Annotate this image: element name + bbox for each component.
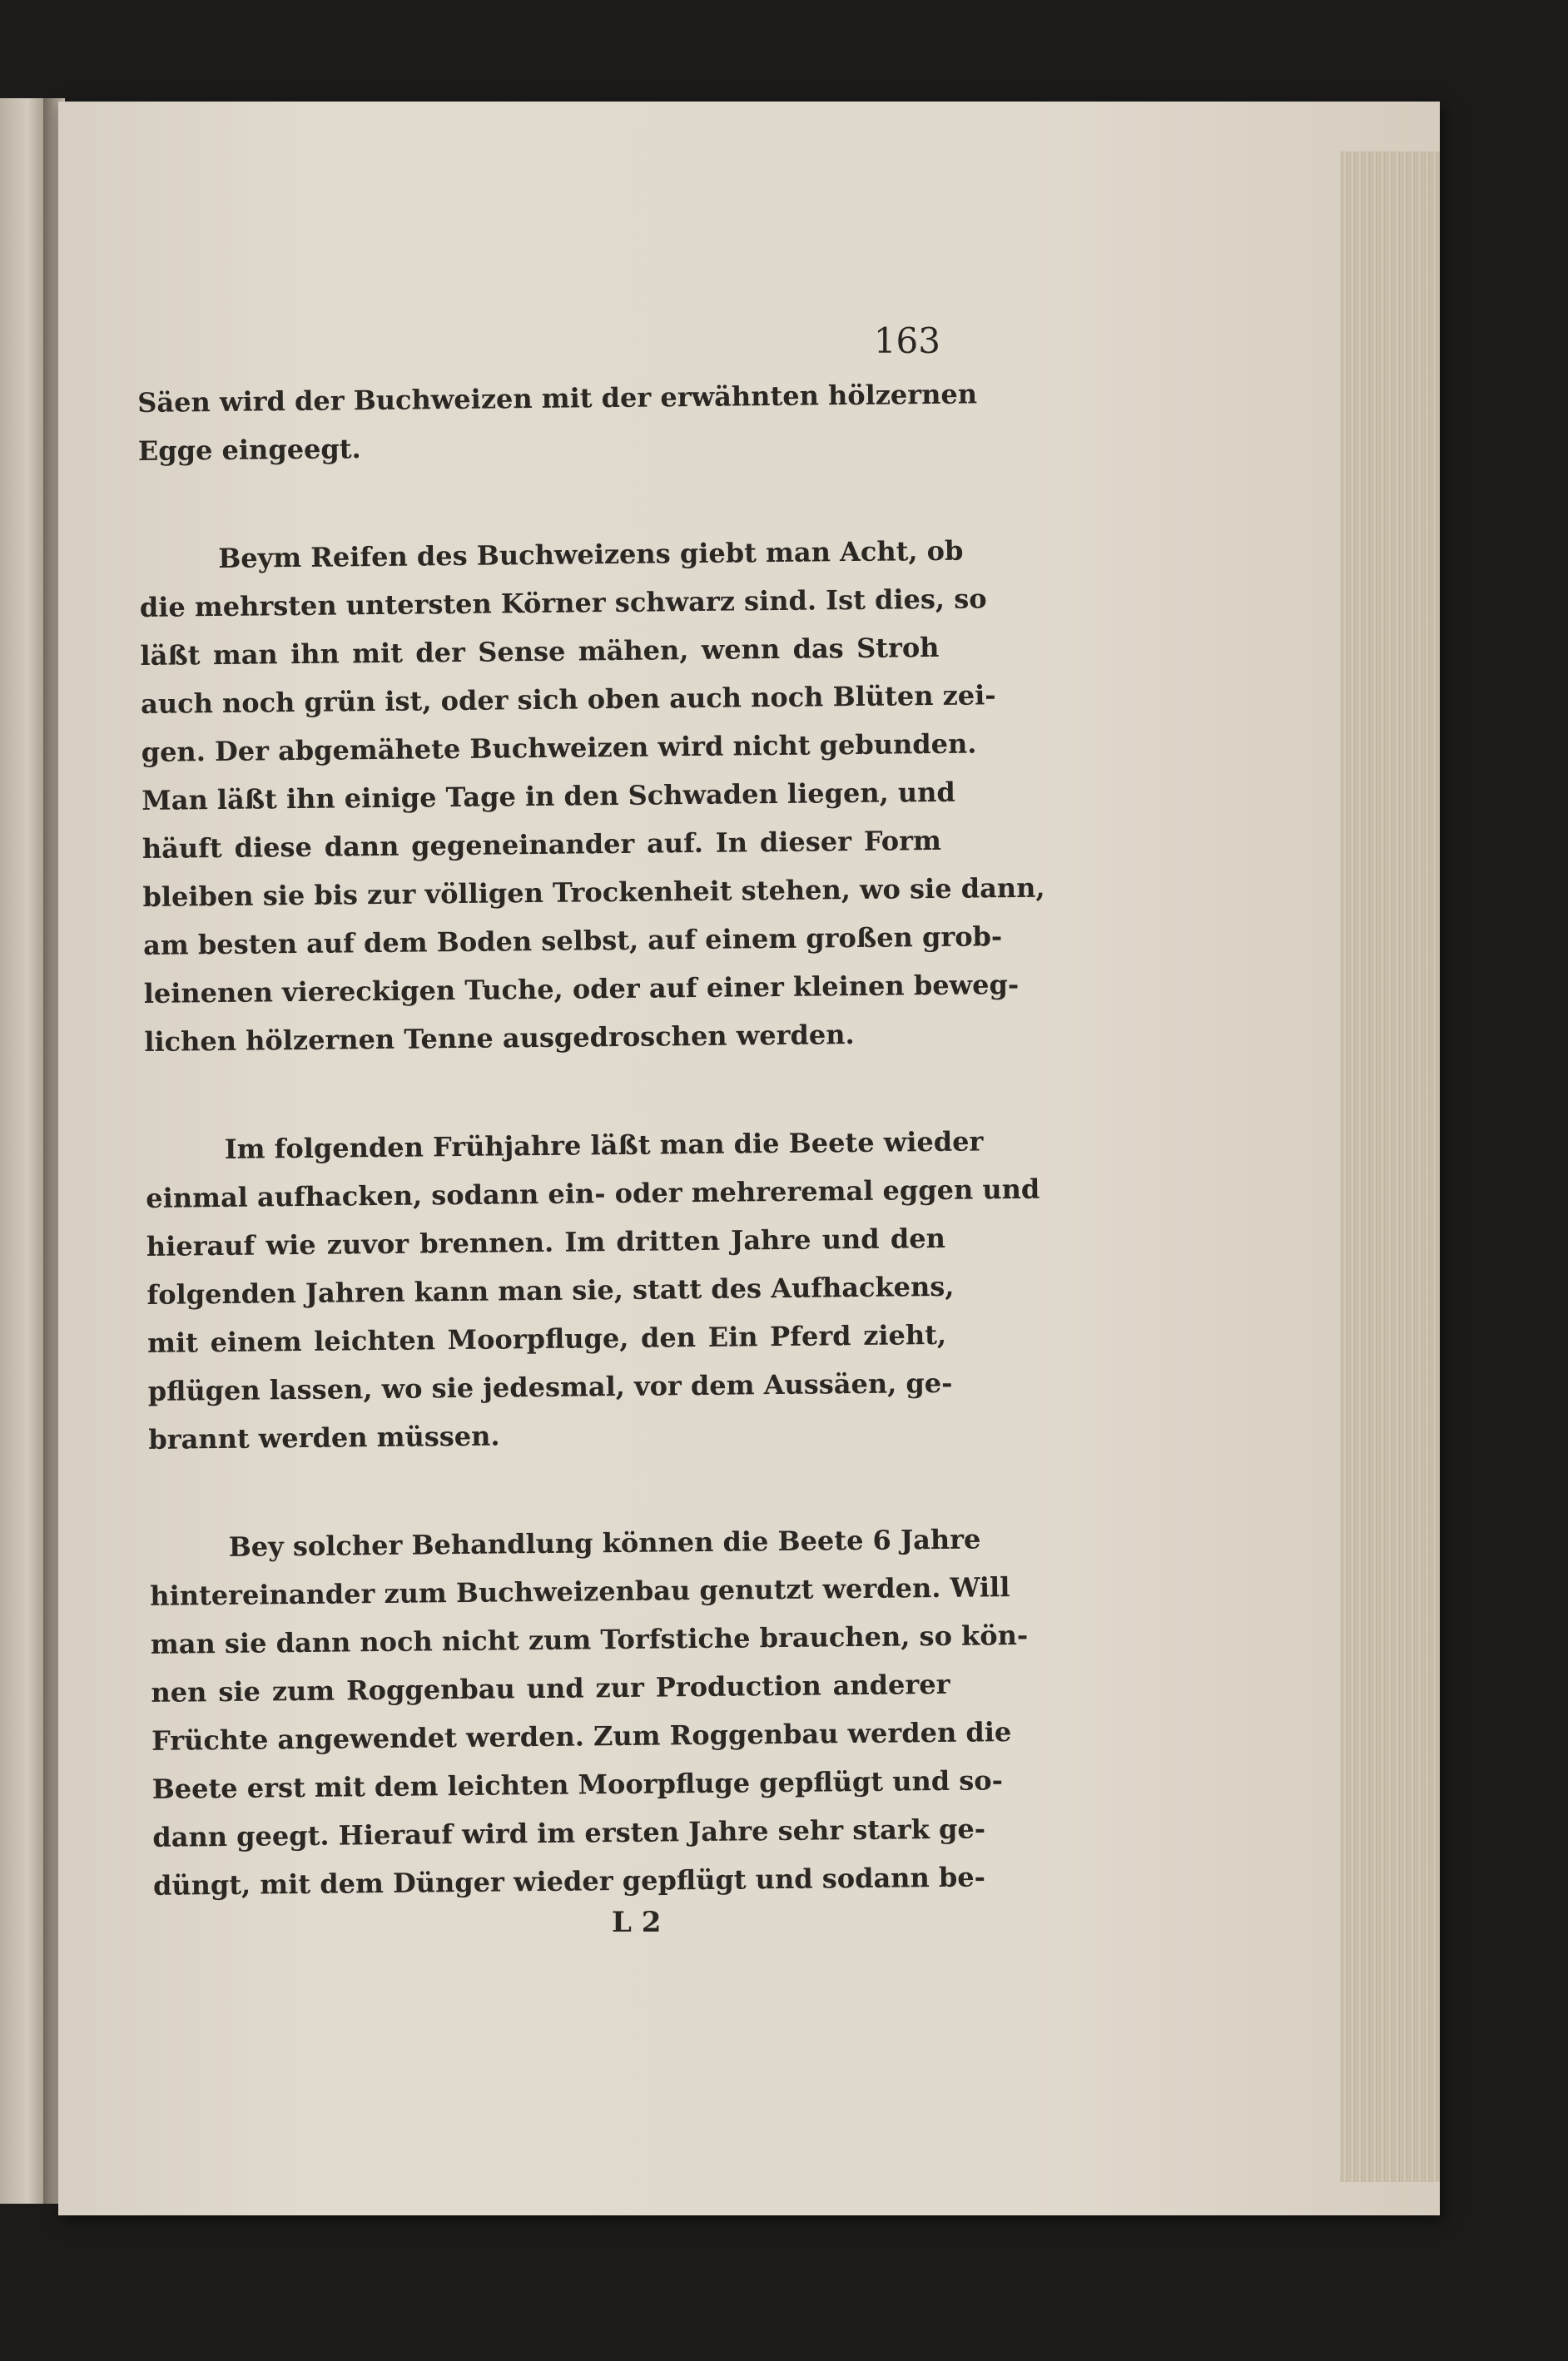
paragraph — [149, 1515, 1029, 1910]
text-line: leinenen viereckigen Tuche, oder auf einer kleinen beweg- — [143, 968, 1020, 1009]
text-line: pflügen lassen, wo sie jedesmal, vor dem Aussäen, ge- — [147, 1367, 953, 1407]
text-line: Beym Reifen des Buchweizens giebt man Acht, ob — [218, 534, 964, 574]
text-line: hintereinander zum Buchweizenbau genutzt werden. Will — [150, 1571, 1010, 1612]
paragraph — [139, 527, 1045, 1066]
text-line: Egge eingeegt. — [137, 433, 361, 467]
text-line: düngt, mit dem Dünger wieder gepflügt und sodann be- — [152, 1861, 986, 1902]
text-line: bleiben sie bis zur völligen Trockenheit stehen, wo sie dann, — [142, 871, 1045, 913]
text-line: man sie dann noch nicht zum Torfstiche brauchen, so kön- — [150, 1619, 1029, 1660]
text-line: hierauf wie zuvor brennen. Im dritten Jahre und den — [146, 1222, 946, 1262]
text-line: nen sie zum Roggenbau und zur Production anderer — [151, 1668, 950, 1709]
text-line: brannt werden müssen. — [148, 1420, 500, 1456]
paragraph — [137, 370, 978, 475]
text-line: Man läßt ihn einige Tage in den Schwaden liegen, und — [141, 776, 955, 816]
paragraph — [145, 1118, 1040, 1464]
text-line: gen. Der abgemähete Buchweizen wird nicht gebunden. — [141, 727, 977, 768]
text-line: Früchte angewendet werden. Zum Roggenbau werden die — [151, 1716, 1012, 1757]
text-line: mit einem leichten Moorpfluge, den Ein Pferd zieht, — [146, 1318, 947, 1359]
text-line: dann geegt. Hierauf wird im ersten Jahre sehr stark ge- — [152, 1813, 986, 1853]
text-line: Im folgenden Frühjahre läßt man die Beete wieder — [224, 1125, 984, 1165]
text-line: am besten auf dem Boden selbst, auf einem großen grob- — [142, 920, 1003, 961]
text-line: die mehrsten untersten Körner schwarz sind. Ist dies, so — [139, 583, 987, 623]
text-line: Säen wird der Buchweizen mit der erwähnten hölzernen — [137, 378, 978, 419]
text-line: Beete erst mit dem leichten Moorpfluge gepflügt und so- — [151, 1764, 1004, 1805]
text-line: häuft diese dann gegeneinander auf. In dieser Form — [141, 824, 942, 865]
page-frayed-edge — [1340, 151, 1440, 2182]
left-page-edge — [0, 98, 50, 2204]
text-line: Bey solcher Behandlung können die Beete 6 Jahre — [228, 1523, 981, 1563]
text-line: folgenden Jahren kann man sie, statt des Aufhackens, — [146, 1270, 955, 1311]
text-line: läßt man ihn mit der Sense mähen, wenn das Stroh — [140, 631, 940, 672]
body-text — [137, 370, 1045, 1910]
page-number: 163 — [873, 320, 940, 361]
signature-mark: L 2 — [612, 1906, 662, 1939]
text-line: auch noch grün ist, oder sich oben auch noch Blüten zei- — [140, 679, 996, 720]
text-line: lichen hölzernen Tenne ausgedroschen werden. — [144, 1019, 855, 1058]
text-line: einmal aufhacken, sodann ein- oder mehreremal eggen und — [146, 1173, 1040, 1214]
